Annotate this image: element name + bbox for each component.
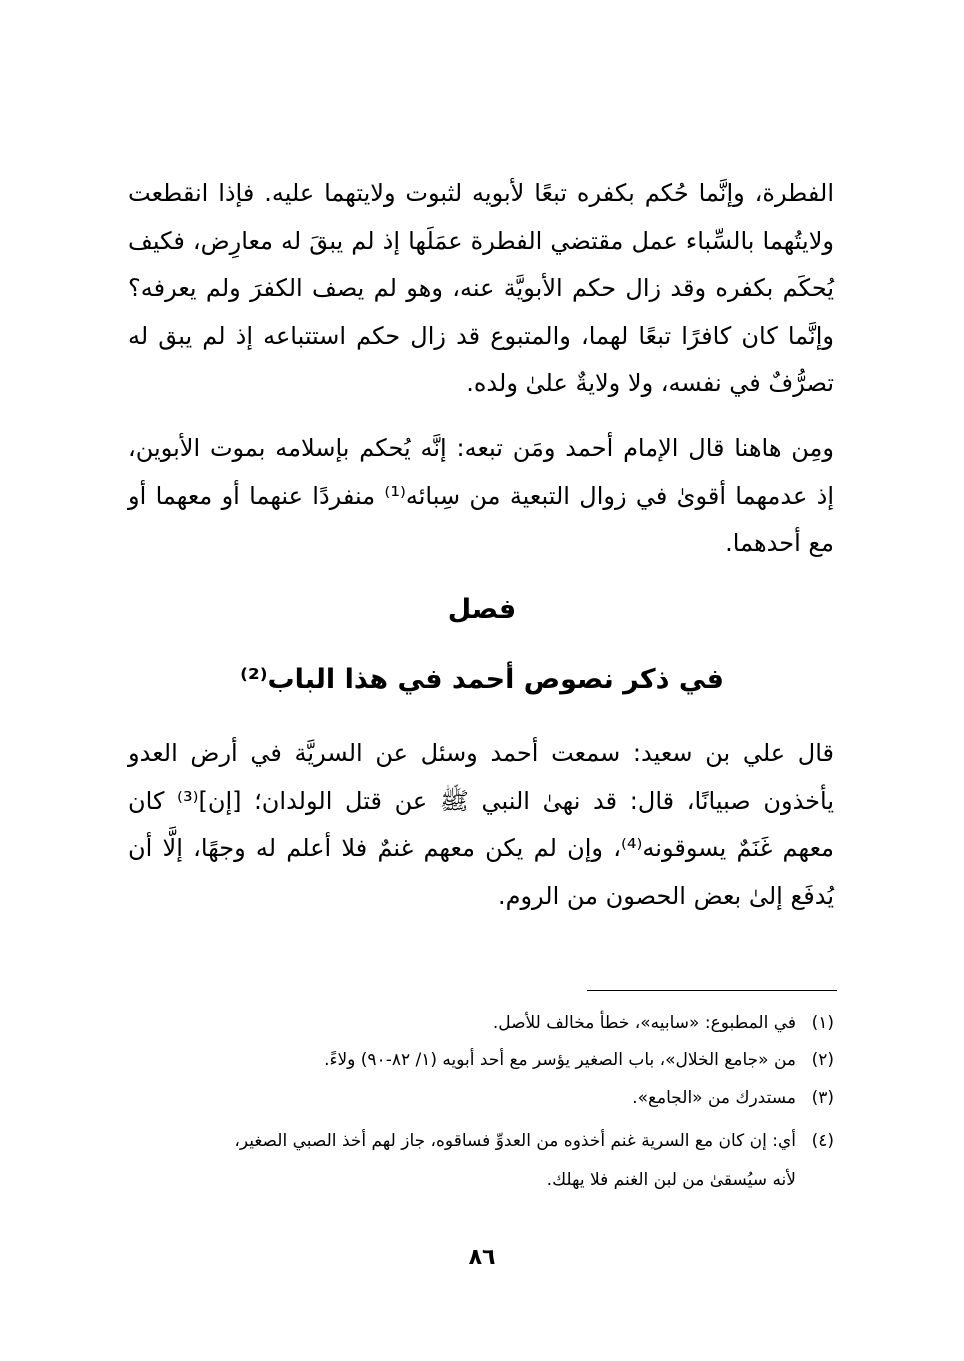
footnote-number: (٢) (811, 1050, 834, 1070)
footnote-number: (٤) (811, 1131, 834, 1151)
footnote-4 (128, 1123, 834, 1161)
paragraph-3: قال علي بن سعيد: سمعت أحمد وسئل عن السريَّة في أرض العدو يأخذون صبيانًا، قال: قد نهىٰ النبي ﷺ عن قتل الولدان؛ [إن]⁽³⁾ كان معهم غَنَمٌ يسوقونه⁽⁴⁾، وإن لم يكن معهم غنمٌ فلا أعلم له وجهًا، إلَّا أن يُدفَع إلىٰ بعض الحصون من الروم. (128, 739, 834, 910)
footnote-divider (587, 990, 837, 991)
footnote-1 (128, 1005, 834, 1043)
section-title: فصل (447, 594, 517, 625)
footnote-number: (٣) (811, 1088, 834, 1108)
footnote-number: (١) (811, 1013, 834, 1033)
footnote-text: في المطبوع: «سابيه»، خطأ مخالف للأصل. (492, 1013, 796, 1033)
paragraph-1: الفطرة، وإنَّما حُكم بكفره تبعًا لأبويه لثبوت ولايتهما عليه. فإذا انقطعت ولايتُهما بالسِّباء عمل مقتضي الفطرة عمَلَها إذ لم يبقَ له معارِض، فكيف يُحكَم بكفره وقد زال حكم الأبويَّة عنه، وهو لم يصف الكفرَ ولم يعرفه؟ وإنَّما كان كافرًا تبعًا لهما، والمتبوع قد زال حكم استتباعه إذ لم يبق له تصرُّفٌ في نفسه، ولا ولايةٌ علىٰ ولده. (128, 179, 834, 397)
page-number: ٨٦ (468, 1245, 496, 1270)
footnote-3 (128, 1080, 834, 1118)
footnote-text: من «جامع الخلال»، باب الصغير يؤسر مع أحد أبويه (١/ ٨٢-٩٠) ولاءً. (324, 1050, 796, 1070)
section-subtitle: في ذكر نصوص أحمد في هذا الباب⁽²⁾ (240, 664, 724, 695)
footnote-text: مستدرك من «الجامع». (632, 1088, 796, 1108)
footnote-text: أي: إن كان مع السرية غنم أخذوه من العدوِّ فساقوه، جاز لهم أخذ الصبي الصغير، (234, 1131, 796, 1151)
footnote-4-continuation: لأنه سيُسقىٰ من لبن الغنم فلا يهلك. (546, 1170, 796, 1190)
footnote-2 (128, 1042, 834, 1080)
paragraph-2: ومِن هاهنا قال الإمام أحمد ومَن تبعه: إنَّه يُحكم بإسلامه بموت الأبوين، إذ عدمهما أقوىٰ في زوال التبعية من سِبائه⁽¹⁾ منفردًا عنهما أو معهما أو مع أحدهما. (128, 434, 835, 557)
